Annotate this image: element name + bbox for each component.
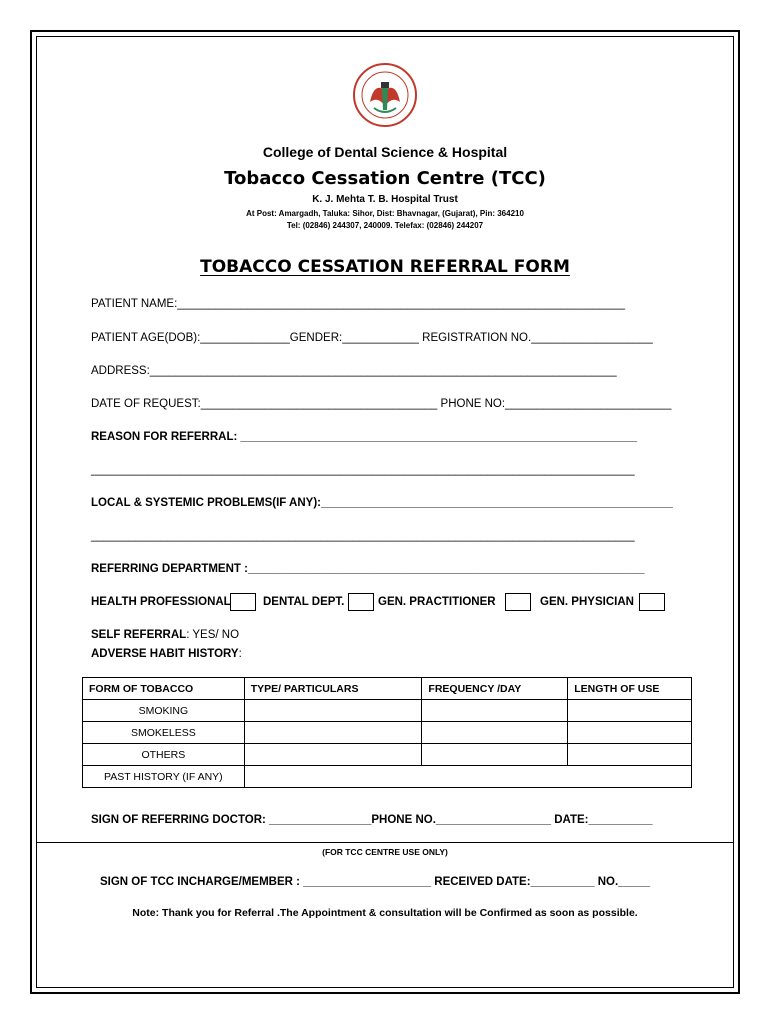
dental-dept-label: DENTAL DEPT. [263,596,345,608]
tcc-centre-use-only-label: (FOR TCC CENTRE USE ONLY) [322,847,448,857]
table-row [83,744,692,766]
table-row [83,700,692,722]
adverse-habit-history-heading: ADVERSE HABIT HISTORY: [91,648,242,660]
header-type-particulars: TYPE/ PARTICULARS [244,678,422,700]
table-row [83,766,692,788]
reason-for-referral-line2[interactable]: _____________________________________________________________________________________ [91,464,635,476]
sign-tcc-incharge-field[interactable]: SIGN OF TCC INCHARGE/MEMBER : ____________________ RECEIVED DATE:__________ NO._____ [100,876,651,888]
thank-you-note: Note: Thank you for Referral .The Appointment & consultation will be Confirmed as soon as possible. [132,907,638,919]
reason-for-referral-field[interactable]: REASON FOR REFERRAL: ______________________________________________________________ [91,431,638,443]
address-field[interactable]: ADDRESS:_________________________________________________________________________ [91,365,617,377]
others-length-cell[interactable] [568,744,692,766]
trust-name: K. J. Mehta T. B. Hospital Trust [312,194,458,205]
smoking-frequency-cell[interactable] [422,700,568,722]
office-use-divider [36,842,734,843]
address-line: At Post: Amargadh, Taluka: Sihor, Dist: Bhavnagar, (Gujarat), Pin: 364210 [246,209,524,218]
past-history-cell[interactable] [244,766,691,788]
row-label-past-history: PAST HISTORY (IF ANY) [83,766,245,788]
gen-practitioner-checkbox[interactable] [505,593,531,611]
patient-name-field[interactable]: PATIENT NAME:______________________________________________________________________ [91,298,625,310]
gen-practitioner-label: GEN. PRACTITIONER [378,596,496,608]
referring-department-field[interactable]: REFERRING DEPARTMENT :______________________________________________________________ [91,563,645,575]
table-header-row [83,678,692,700]
dental-dept-checkbox[interactable] [348,593,374,611]
gen-physician-checkbox[interactable] [639,593,665,611]
smokeless-length-cell[interactable] [568,722,692,744]
smokeless-frequency-cell[interactable] [422,722,568,744]
smoking-length-cell[interactable] [568,700,692,722]
header-frequency-day: FREQUENCY /DAY [422,678,568,700]
sign-referring-doctor-field[interactable]: SIGN OF REFERRING DOCTOR: ________________PHONE NO.__________________ DATE:__________ [91,814,653,826]
table-row [83,722,692,744]
health-professional-label: HEALTH PROFESSIONAL [91,596,231,608]
smokeless-type-cell[interactable] [244,722,422,744]
habit-history-table [82,677,692,788]
others-frequency-cell[interactable] [422,744,568,766]
local-systemic-problems-line2[interactable]: _____________________________________________________________________________________ [91,530,635,542]
telephone-line: Tel: (02846) 244307, 240009. Telefax: (02846) 244207 [286,221,484,230]
header-form-of-tobacco: FORM OF TOBACCO [83,678,245,700]
date-phone-field[interactable]: DATE OF REQUEST:_____________________________________ PHONE NO:__________________________ [91,398,672,410]
row-label-smoking: SMOKING [83,700,245,722]
age-gender-registration-field[interactable]: PATIENT AGE(DOB):______________GENDER:____________ REGISTRATION NO.___________________ [91,332,653,344]
local-systemic-problems-field[interactable]: LOCAL & SYSTEMIC PROBLEMS(IF ANY):_______________________________________________________ [91,497,673,509]
hospital-seal-logo [352,62,418,128]
smoking-type-cell[interactable] [244,700,422,722]
row-label-smokeless: SMOKELESS [83,722,245,744]
header-length-of-use: LENGTH OF USE [568,678,692,700]
health-professional-checkbox[interactable] [230,593,256,611]
row-label-others: OTHERS [83,744,245,766]
college-name: College of Dental Science & Hospital [262,144,508,160]
centre-name: Tobacco Cessation Centre (TCC) [224,168,546,189]
others-type-cell[interactable] [244,744,422,766]
gen-physician-label: GEN. PHYSICIAN [540,596,634,608]
form-title: TOBACCO CESSATION REFERRAL FORM [200,257,570,277]
self-referral-line[interactable]: SELF REFERRAL: YES/ NO [91,629,240,641]
